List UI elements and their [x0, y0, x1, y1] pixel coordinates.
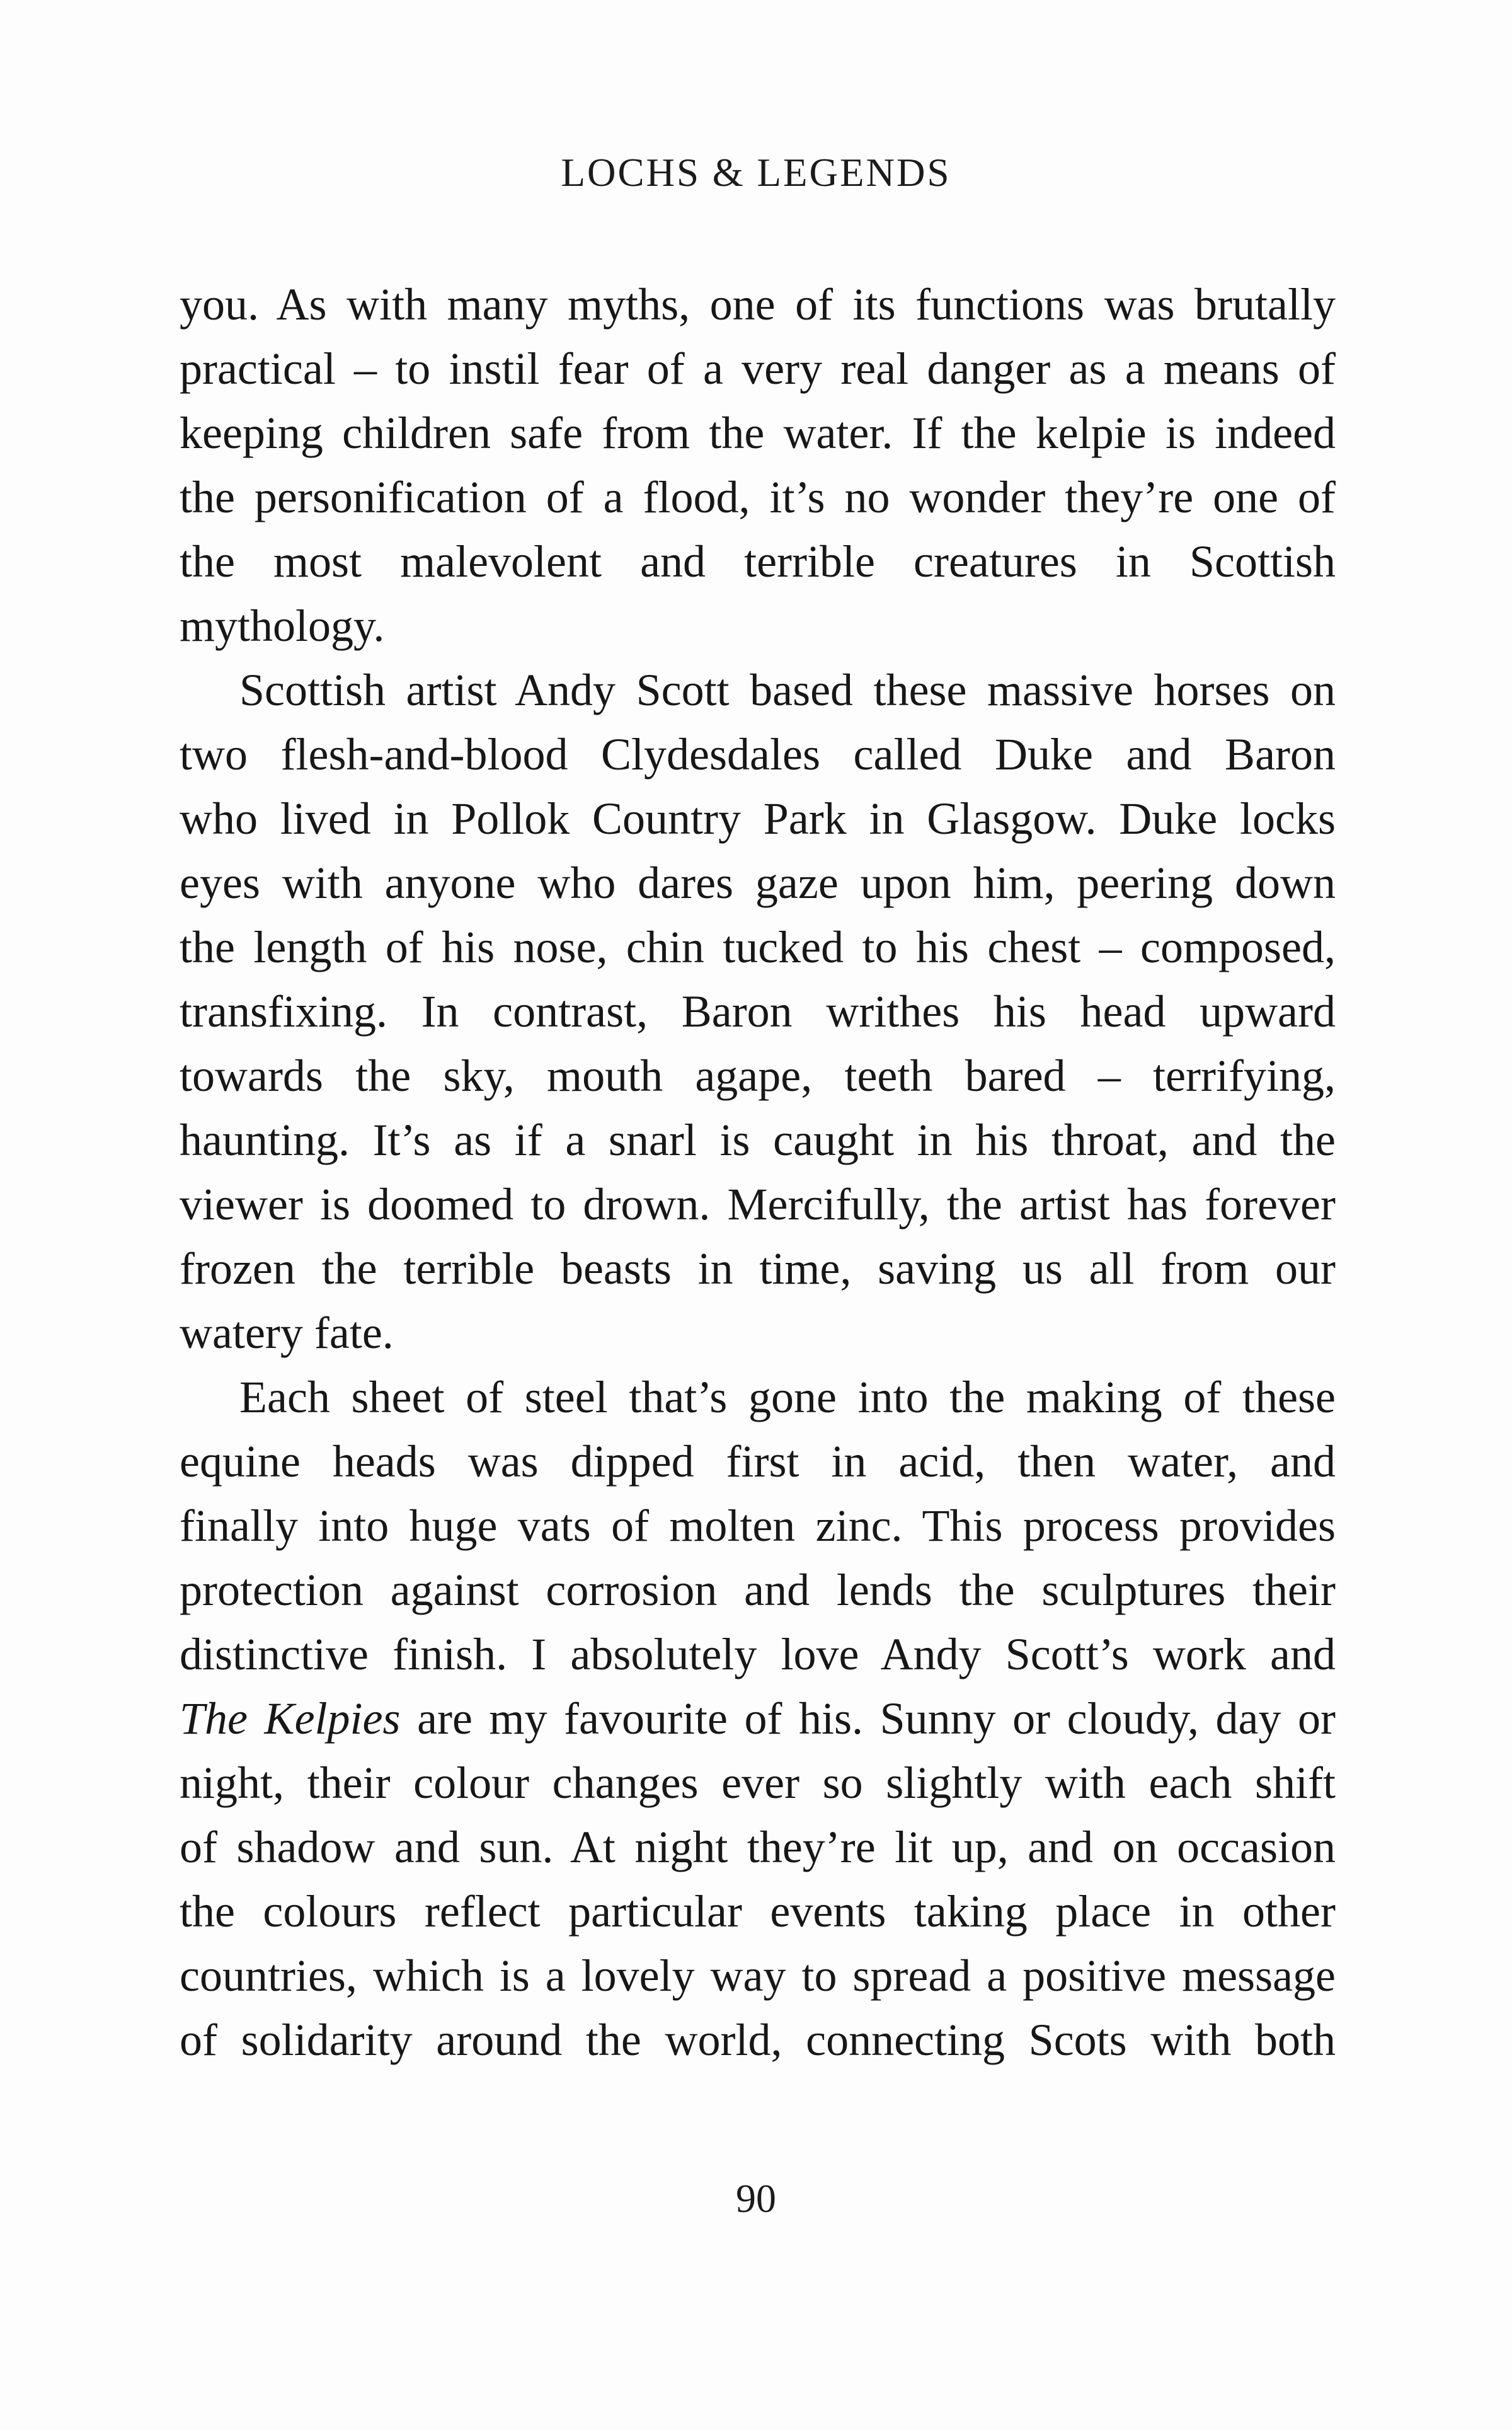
- text-line: [180, 2008, 1336, 2072]
- text-line: [180, 401, 1336, 465]
- text-line: [180, 722, 1336, 786]
- text-segment: night, their colour changes ever so slightly with each shift: [180, 1758, 1336, 1808]
- text-segment: of solidarity around the world, connecting Scots with both: [180, 2015, 1336, 2065]
- text-segment: distinctive finish. I absolutely love Andy Scott’s work and: [180, 1629, 1336, 1679]
- text-segment: viewer is doomed to drown. Mercifully, the artist has forever: [180, 1179, 1336, 1229]
- text-segment: the most malevolent and terrible creatures in Scottish: [180, 536, 1336, 587]
- text-line: [180, 1686, 1336, 1751]
- text-line: [180, 1494, 1336, 1558]
- text-segment: you. As with many myths, one of its functions was brutally: [180, 279, 1336, 330]
- text-line: [180, 1301, 1336, 1365]
- text-line: [180, 1751, 1336, 1815]
- text-line: [180, 1879, 1336, 1943]
- text-segment: the colours reflect particular events taking place in other: [180, 1886, 1336, 1937]
- text-line: [180, 272, 1336, 337]
- text-segment: keeping children safe from the water. If the kelpie is indeed: [180, 408, 1336, 458]
- text-line: [180, 1236, 1336, 1301]
- text-segment: who lived in Pollok Country Park in Glasgow. Duke locks: [180, 793, 1336, 844]
- text-segment: the length of his nose, chin tucked to his chest – composed,: [180, 922, 1336, 972]
- text-line: [180, 529, 1336, 594]
- text-segment: countries, which is a lovely way to spread a positive message: [180, 1950, 1336, 2001]
- page-number: 90: [736, 2176, 776, 2221]
- text-line: [180, 465, 1336, 529]
- text-segment: towards the sky, mouth agape, teeth bared – terrifying,: [180, 1051, 1336, 1101]
- text-segment: Each sheet of steel that’s gone into the making of these: [239, 1372, 1336, 1422]
- text-line: [180, 786, 1336, 851]
- text-line: [180, 658, 1336, 722]
- text-segment: equine heads was dipped first in acid, then water, and: [180, 1436, 1336, 1487]
- text-segment: watery fate.: [180, 1308, 394, 1358]
- text-segment: finally into huge vats of molten zinc. This process provides: [180, 1500, 1336, 1551]
- text-line: [180, 594, 1336, 658]
- text-segment: mythology.: [180, 601, 385, 651]
- text-line: [180, 1558, 1336, 1622]
- text-line: [180, 1108, 1336, 1172]
- text-segment: two flesh-and-blood Clydesdales called Duke and Baron: [180, 729, 1336, 780]
- text-segment: protection against corrosion and lends the sculptures their: [180, 1565, 1336, 1615]
- text-segment: eyes with anyone who dares gaze upon him, peering down: [180, 858, 1336, 908]
- text-line: [180, 1429, 1336, 1494]
- text-line: [180, 337, 1336, 401]
- text-line: [180, 1044, 1336, 1108]
- text-line: [180, 851, 1336, 915]
- text-segment: are my favourite of his. Sunny or cloudy, day or: [400, 1693, 1336, 1744]
- text-line: [180, 1622, 1336, 1686]
- text-segment: transfixing. In contrast, Baron writhes his head upward: [180, 986, 1336, 1037]
- text-line: [180, 1815, 1336, 1879]
- text-line: [180, 1943, 1336, 2008]
- text-segment: Scottish artist Andy Scott based these massive horses on: [239, 665, 1336, 715]
- text-line: [180, 915, 1336, 979]
- text-segment: haunting. It’s as if a snarl is caught in his throat, and the: [180, 1115, 1336, 1165]
- text-segment: the personification of a flood, it’s no wonder they’re one of: [180, 472, 1336, 522]
- italic-text-segment: The Kelpies: [180, 1693, 401, 1744]
- text-line: [180, 979, 1336, 1044]
- text-line: [180, 1365, 1336, 1429]
- body-text: [180, 272, 1336, 2072]
- text-segment: of shadow and sun. At night they’re lit up, and on occasion: [180, 1822, 1336, 1872]
- text-line: [180, 1172, 1336, 1236]
- running-header: LOCHS & LEGENDS: [561, 151, 951, 195]
- text-segment: practical – to instil fear of a very real danger as a means of: [180, 343, 1336, 394]
- text-segment: frozen the terrible beasts in time, saving us all from our: [180, 1243, 1336, 1294]
